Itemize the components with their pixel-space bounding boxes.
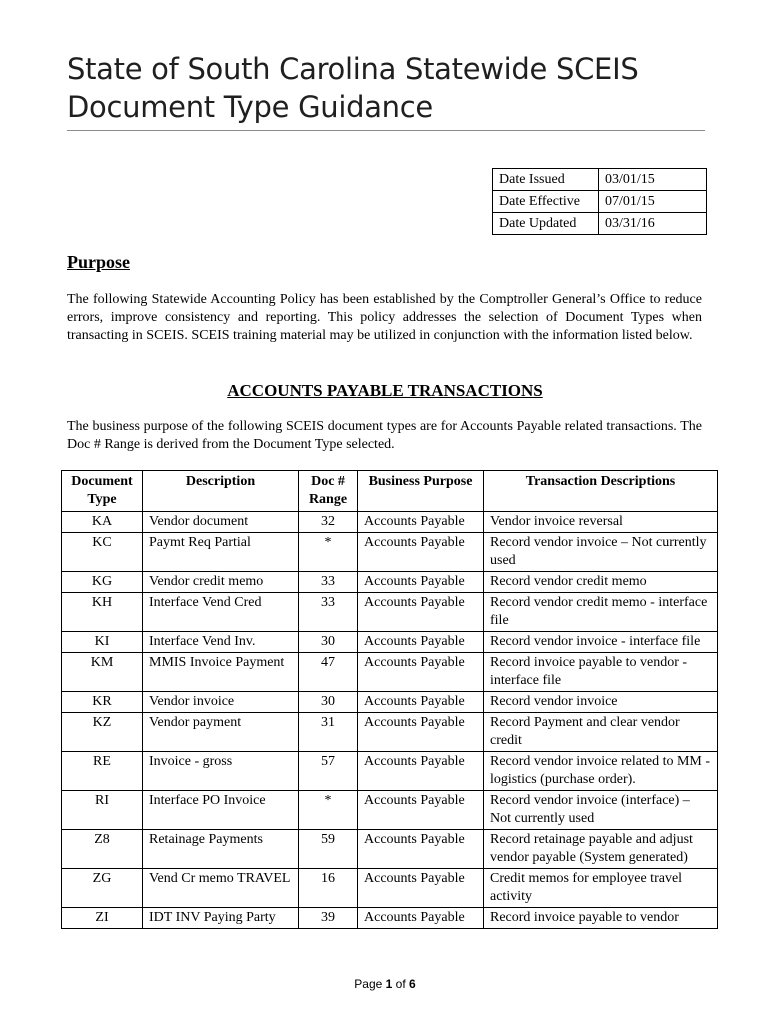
doc-range-cell: 30: [299, 692, 358, 713]
doc-range-cell: 31: [299, 713, 358, 752]
business-purpose-cell: Accounts Payable: [358, 908, 484, 929]
doc-type-cell: KA: [62, 512, 143, 533]
transaction-description-cell: Record vendor invoice – Not currently used: [484, 533, 718, 572]
doc-type-cell: KZ: [62, 713, 143, 752]
transaction-description-cell: Record vendor invoice related to MM - logistics (purchase order).: [484, 752, 718, 791]
date-label: Date Updated: [493, 213, 599, 235]
table-row: [62, 593, 718, 632]
footer-page-total: 6: [409, 977, 416, 991]
footer-page-word: Page: [354, 977, 383, 991]
description-cell: Retainage Payments: [143, 830, 299, 869]
table-row: [62, 713, 718, 752]
table-row: [62, 653, 718, 692]
description-cell: IDT INV Paying Party: [143, 908, 299, 929]
table-row: [62, 830, 718, 869]
purpose-heading: Purpose: [67, 252, 130, 272]
header-transaction-descriptions: Transaction Descriptions: [484, 471, 718, 512]
transaction-description-cell: Record Payment and clear vendor credit: [484, 713, 718, 752]
header-document-type: Document Type: [62, 471, 143, 512]
doc-range-cell: 16: [299, 869, 358, 908]
date-value: 03/31/16: [599, 213, 707, 235]
transaction-description-cell: Record invoice payable to vendor - interface file: [484, 653, 718, 692]
doc-type-cell: Z8: [62, 830, 143, 869]
doc-range-cell: 59: [299, 830, 358, 869]
business-purpose-cell: Accounts Payable: [358, 791, 484, 830]
date-label: Date Issued: [493, 169, 599, 191]
doc-type-cell: KG: [62, 572, 143, 593]
doc-type-cell: RE: [62, 752, 143, 791]
business-purpose-cell: Accounts Payable: [358, 572, 484, 593]
doc-range-cell: *: [299, 791, 358, 830]
page-title: State of South Carolina Statewide SCEIS Document Type Guidance: [67, 52, 639, 124]
description-cell: Vendor invoice: [143, 692, 299, 713]
date-row-updated: [493, 213, 707, 235]
business-purpose-cell: Accounts Payable: [358, 512, 484, 533]
business-purpose-cell: Accounts Payable: [358, 692, 484, 713]
description-cell: Interface PO Invoice: [143, 791, 299, 830]
table-row: [62, 512, 718, 533]
section-heading: ACCOUNTS PAYABLE TRANSACTIONS: [227, 381, 543, 400]
doc-type-cell: KR: [62, 692, 143, 713]
purpose-paragraph: The following Statewide Accounting Policy has been established by the Comptroller General’s Office to reduce errors, improve consistency and reporting. This policy addresses the selection of Document Types when transacting in SCEIS. SCEIS training material may be utilized in conjunction with the information listed below.: [67, 292, 702, 343]
transaction-description-cell: Record vendor invoice: [484, 692, 718, 713]
description-cell: Vend Cr memo TRAVEL: [143, 869, 299, 908]
table-row: [62, 869, 718, 908]
transaction-description-cell: Credit memos for employee travel activity: [484, 869, 718, 908]
table-header-row: [62, 471, 718, 512]
doc-range-cell: 30: [299, 632, 358, 653]
business-purpose-cell: Accounts Payable: [358, 632, 484, 653]
doc-range-cell: 39: [299, 908, 358, 929]
doc-range-cell: *: [299, 533, 358, 572]
doc-type-cell: RI: [62, 791, 143, 830]
business-purpose-cell: Accounts Payable: [358, 713, 484, 752]
date-row-issued: [493, 169, 707, 191]
doc-type-cell: KI: [62, 632, 143, 653]
table-row: [62, 908, 718, 929]
document-type-table: [61, 470, 718, 929]
table-row: [62, 791, 718, 830]
date-row-effective: [493, 191, 707, 213]
description-cell: Vendor document: [143, 512, 299, 533]
doc-type-cell: KH: [62, 593, 143, 632]
doc-range-cell: 33: [299, 593, 358, 632]
transaction-description-cell: Record vendor credit memo - interface file: [484, 593, 718, 632]
doc-type-cell: KM: [62, 653, 143, 692]
table-row: [62, 533, 718, 572]
business-purpose-cell: Accounts Payable: [358, 752, 484, 791]
description-cell: Vendor payment: [143, 713, 299, 752]
doc-range-cell: 33: [299, 572, 358, 593]
description-cell: Invoice - gross: [143, 752, 299, 791]
doc-range-cell: 47: [299, 653, 358, 692]
business-purpose-cell: Accounts Payable: [358, 653, 484, 692]
transaction-description-cell: Record vendor credit memo: [484, 572, 718, 593]
table-row: [62, 632, 718, 653]
title-divider: [67, 130, 705, 131]
footer-of-word: of: [395, 977, 406, 991]
doc-range-cell: 32: [299, 512, 358, 533]
business-purpose-cell: Accounts Payable: [358, 869, 484, 908]
header-business-purpose: Business Purpose: [358, 471, 484, 512]
date-label: Date Effective: [493, 191, 599, 213]
table-row: [62, 752, 718, 791]
header-doc-range: Doc # Range: [299, 471, 358, 512]
doc-type-cell: KC: [62, 533, 143, 572]
header-description: Description: [143, 471, 299, 512]
transaction-description-cell: Record vendor invoice - interface file: [484, 632, 718, 653]
doc-type-cell: ZI: [62, 908, 143, 929]
description-cell: Interface Vend Inv.: [143, 632, 299, 653]
description-cell: Interface Vend Cred: [143, 593, 299, 632]
business-purpose-cell: Accounts Payable: [358, 533, 484, 572]
table-row: [62, 692, 718, 713]
date-value: 07/01/15: [599, 191, 707, 213]
business-purpose-cell: Accounts Payable: [358, 593, 484, 632]
doc-type-cell: ZG: [62, 869, 143, 908]
business-purpose-cell: Accounts Payable: [358, 830, 484, 869]
table-row: [62, 572, 718, 593]
description-cell: Paymt Req Partial: [143, 533, 299, 572]
page-footer: [0, 977, 770, 991]
doc-range-cell: 57: [299, 752, 358, 791]
dates-table: [492, 168, 707, 235]
section-paragraph: The business purpose of the following SCEIS document types are for Accounts Payable related transactions. The Doc # Range is derived from the Document Type selected.: [67, 419, 702, 452]
description-cell: MMIS Invoice Payment: [143, 653, 299, 692]
transaction-description-cell: Record vendor invoice (interface) – Not currently used: [484, 791, 718, 830]
transaction-description-cell: Record retainage payable and adjust vendor payable (System generated): [484, 830, 718, 869]
footer-page-number: 1: [385, 977, 393, 991]
transaction-description-cell: Record invoice payable to vendor: [484, 908, 718, 929]
transaction-description-cell: Vendor invoice reversal: [484, 512, 718, 533]
table-body: [62, 512, 718, 929]
description-cell: Vendor credit memo: [143, 572, 299, 593]
date-value: 03/01/15: [599, 169, 707, 191]
